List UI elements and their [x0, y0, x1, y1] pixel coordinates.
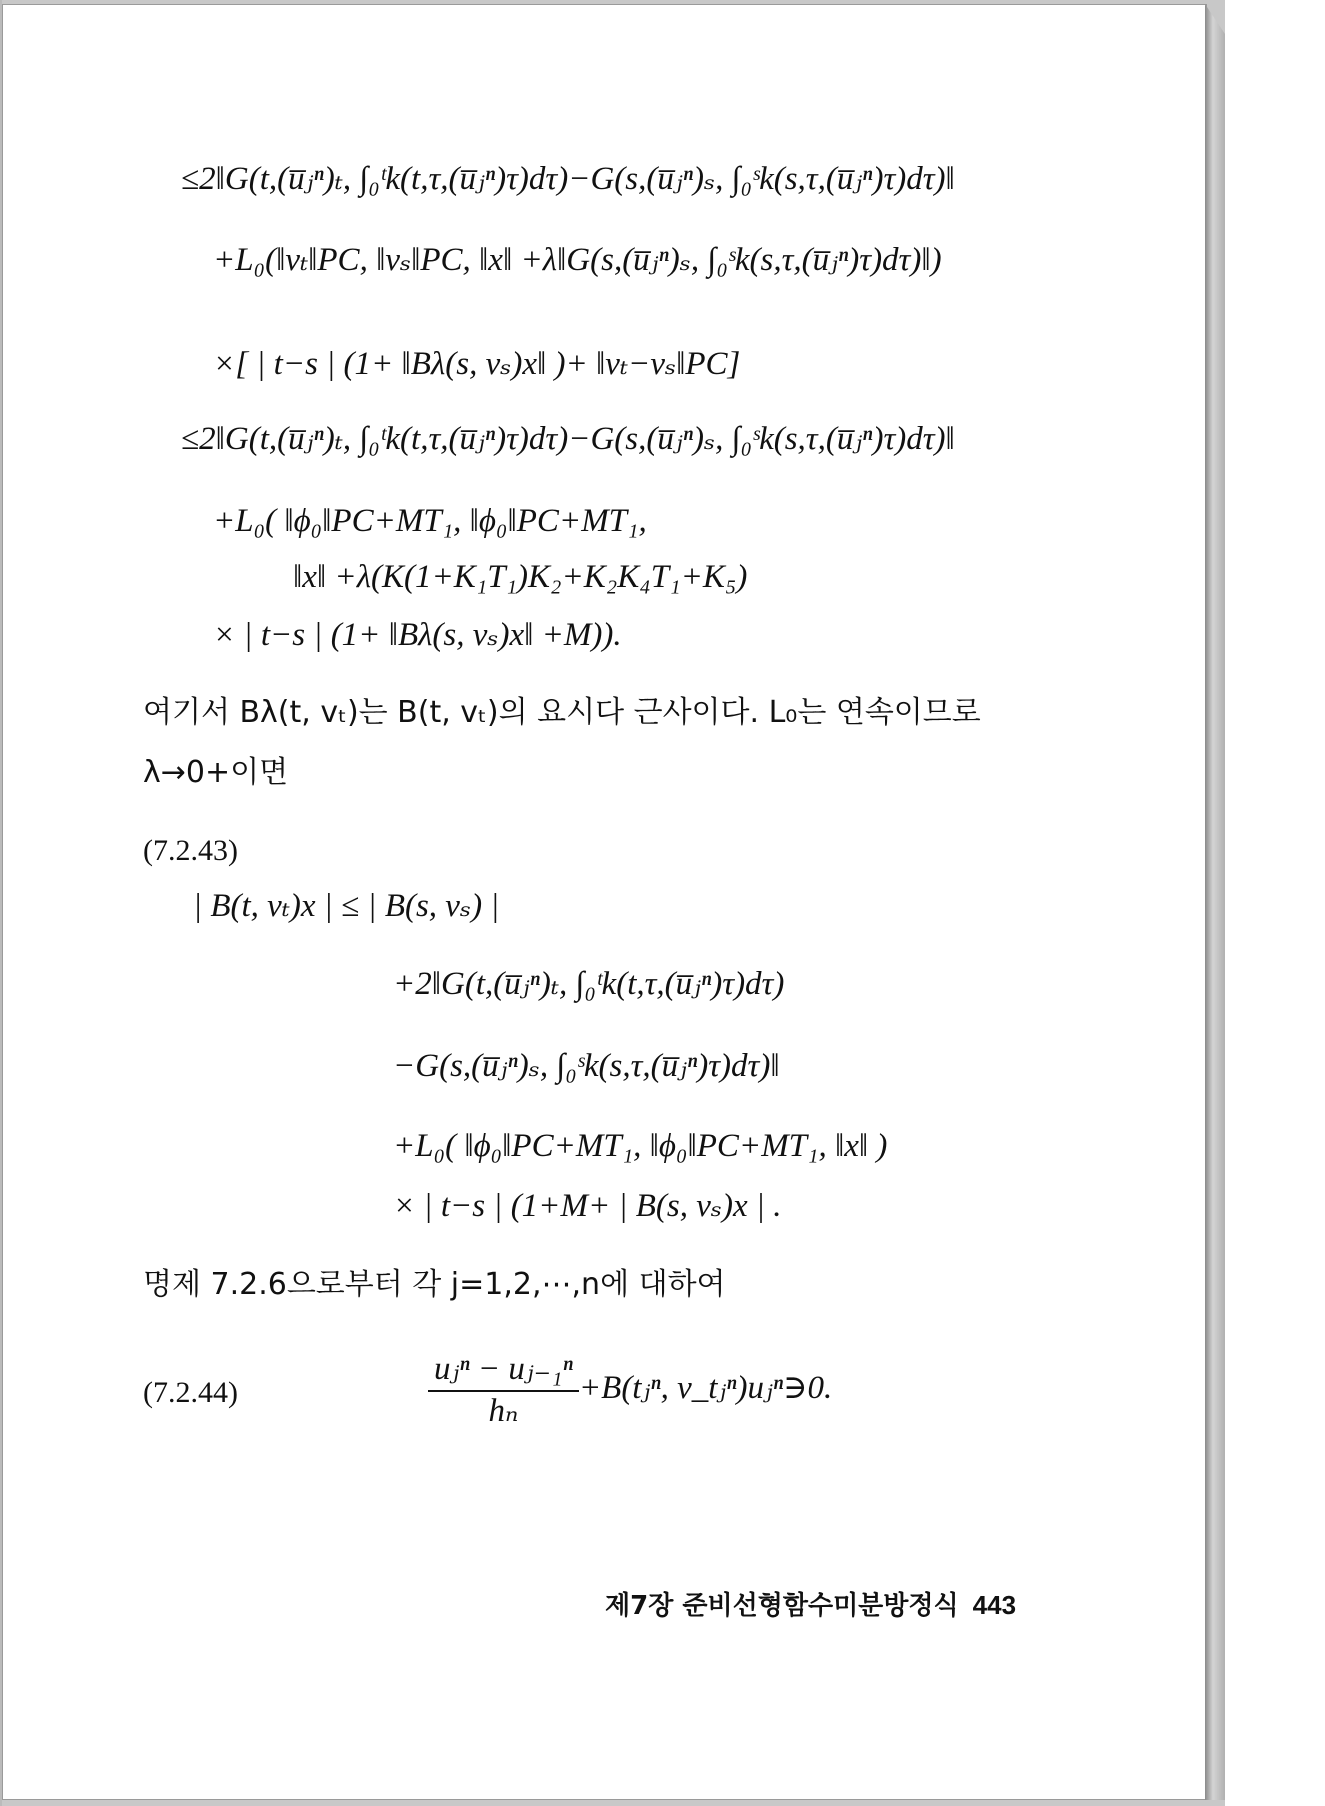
fraction-numerator: uⱼⁿ − uⱼ₋₁ⁿ: [428, 1350, 579, 1392]
paragraph-yosida: 여기서 Bλ(t, vₜ)는 B(t, vₜ)의 요시다 근사이다. L₀는 연속이므로: [143, 695, 981, 730]
inequality-line-4: +L₀( ‖ϕ₀‖PC+MT₁, ‖ϕ₀‖PC+MT₁, ‖x‖ ): [393, 1128, 888, 1164]
equation-line-1: ≤2‖G(t,(u̅ⱼⁿ)ₜ, ∫₀ᵗk(t,τ,(u̅ⱼⁿ)τ)dτ)−G(s,(u̅ⱼⁿ)ₛ, ∫₀ˢk(s,τ,(u̅ⱼⁿ)τ)dτ)‖: [181, 161, 955, 197]
inequality-line-2: +2‖G(t,(u̅ⱼⁿ)ₜ, ∫₀ᵗk(t,τ,(u̅ⱼⁿ)τ)dτ): [393, 966, 785, 1002]
equation-number-7-2-44: (7.2.44): [143, 1376, 238, 1409]
chapter-title: 제7장 준비선형함수미분방정식: [605, 1591, 959, 1621]
equation-remainder: +B(tⱼⁿ, v_tⱼⁿ)uⱼⁿ∋0.: [578, 1370, 833, 1407]
paragraph-lambda-limit: λ→0+이면: [143, 755, 289, 790]
fraction-denominator: hₙ: [488, 1392, 519, 1429]
equation-line-7: × | t−s | (1+ ‖Bλ(s, vₛ)x‖ +M)).: [213, 617, 622, 653]
page-stack-edge: [1205, 4, 1225, 1800]
page-number: 443: [972, 1590, 1017, 1620]
equation-line-6: ‖x‖ +λ(K(1+K₁T₁)K₂+K₂K₄T₁+K₅): [293, 559, 748, 595]
equation-line-4: ≤2‖G(t,(u̅ⱼⁿ)ₜ, ∫₀ᵗk(t,τ,(u̅ⱼⁿ)τ)dτ)−G(s,(u̅ⱼⁿ)ₛ, ∫₀ˢk(s,τ,(u̅ⱼⁿ)τ)dτ)‖: [181, 421, 955, 457]
equation-number-7-2-43: (7.2.43): [143, 834, 238, 867]
inequality-line-3: −G(s,(u̅ⱼⁿ)ₛ, ∫₀ˢk(s,τ,(u̅ⱼⁿ)τ)dτ)‖: [393, 1048, 780, 1084]
difference-quotient: [428, 1350, 579, 1431]
equation-line-2: +L₀(‖vₜ‖PC, ‖vₛ‖PC, ‖x‖ +λ‖G(s,(u̅ⱼⁿ)ₛ, ∫₀ˢk(s,τ,(u̅ⱼⁿ)τ)dτ)‖): [213, 242, 942, 278]
equation-line-5: +L₀( ‖ϕ₀‖PC+MT₁, ‖ϕ₀‖PC+MT₁,: [213, 503, 647, 539]
difference-equation: [428, 1350, 832, 1431]
running-footer: [605, 1585, 1016, 1622]
inequality-line-1: | B(t, vₜ)x | ≤ | B(s, vₛ) |: [193, 888, 500, 924]
book-page: [2, 4, 1207, 1800]
inequality-line-5: × | t−s | (1+M+ | B(s, vₛ)x | .: [393, 1188, 782, 1224]
background-margin: [1225, 0, 1325, 1806]
equation-line-3: ×[ | t−s | (1+ ‖Bλ(s, vₛ)x‖ )+ ‖vₜ−vₛ‖PC]: [213, 346, 741, 382]
paragraph-proposition: 명제 7.2.6으로부터 각 j=1,2,⋯,n에 대하여: [143, 1267, 726, 1302]
